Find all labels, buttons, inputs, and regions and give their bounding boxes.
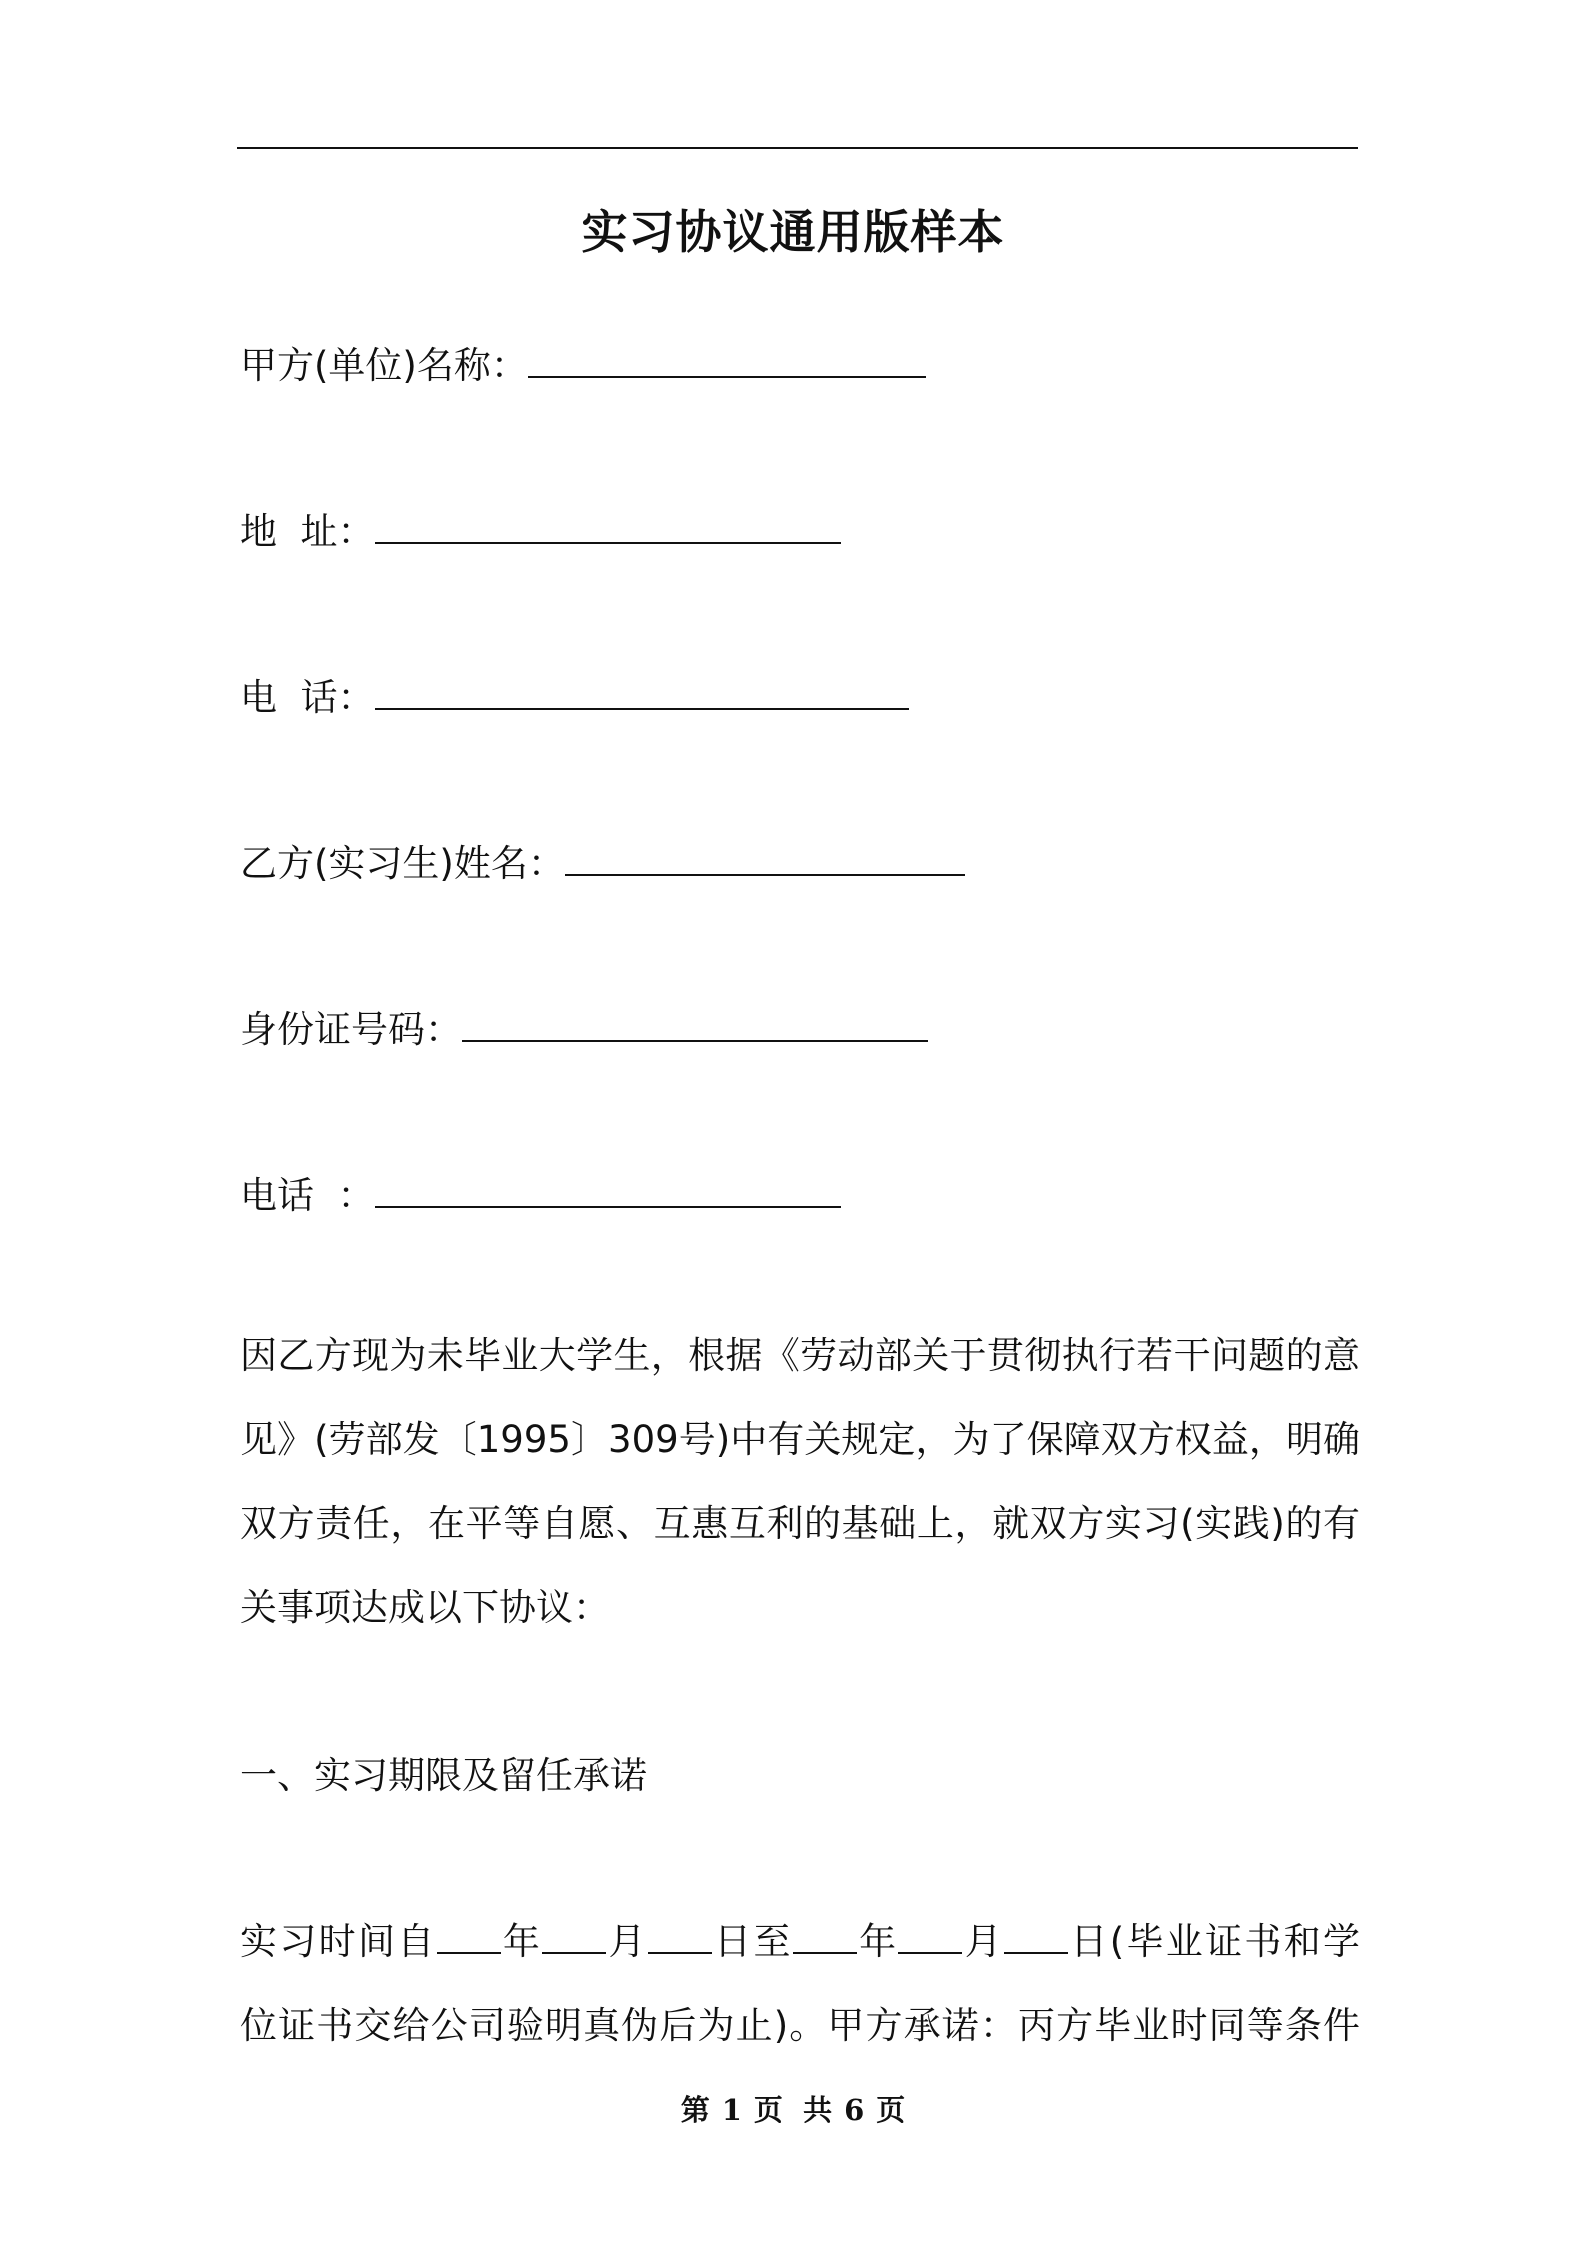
- header-rule: [237, 147, 1358, 149]
- paragraph-line: 关事项达成以下协议：: [240, 1586, 610, 1629]
- phone-blank: [375, 668, 909, 710]
- field-label: 电话 ：: [240, 1174, 375, 1217]
- address-blank: [375, 502, 841, 544]
- text-fragment: 实习时间自: [240, 1920, 437, 1963]
- field-label: 身份证号码：: [240, 1008, 462, 1051]
- section-heading: 一、实习期限及留任承诺: [240, 1754, 647, 1797]
- field-label: 乙方(实习生)姓名：: [240, 842, 565, 885]
- field-party-b-name: [240, 834, 965, 892]
- field-id-number: [240, 1000, 928, 1058]
- text-fragment: 日至: [711, 1920, 793, 1963]
- footer-prefix: 第: [680, 2093, 710, 2127]
- day-blank: [1004, 1912, 1068, 1954]
- text-fragment: 日(毕业证书和学: [1068, 1920, 1361, 1963]
- field-party-b-phone: [240, 1166, 841, 1224]
- month-blank: [898, 1912, 962, 1954]
- id-number-blank: [462, 1000, 928, 1042]
- year-blank: [437, 1912, 501, 1954]
- paragraph-line: 见》(劳部发〔1995〕309号)中有关规定，为了保障双方权益，明确: [240, 1418, 1360, 1461]
- field-phone: [240, 668, 909, 726]
- party-b-phone-blank: [375, 1166, 841, 1208]
- text-fragment: 年: [500, 1920, 543, 1963]
- paragraph-line: 双方责任，在平等自愿、互惠互利的基础上，就双方实习(实践)的有: [240, 1502, 1360, 1545]
- party-a-name-blank: [528, 336, 926, 378]
- party-b-name-blank: [565, 834, 965, 876]
- text-fragment: 月: [962, 1920, 1005, 1963]
- preamble-paragraph: [240, 1314, 1360, 1650]
- paragraph-line: 位证书交给公司验明真伪后为止)。甲方承诺：丙方毕业时同等条件: [240, 2004, 1360, 2047]
- document-title: 实习协议通用版样本: [581, 205, 1005, 259]
- month-blank: [542, 1912, 606, 1954]
- year-blank: [793, 1912, 857, 1954]
- paragraph-line: 因乙方现为未毕业大学生，根据《劳动部关于贯彻执行若干问题的意: [240, 1334, 1360, 1377]
- field-party-a-name: [240, 336, 926, 394]
- day-blank: [648, 1912, 712, 1954]
- field-label: 甲方(单位)名称：: [240, 344, 528, 387]
- page-footer: [0, 2090, 1586, 2130]
- footer-middle: 页 共: [753, 2093, 833, 2127]
- paragraph-line: [240, 1900, 1360, 1984]
- footer-suffix: 页: [876, 2093, 906, 2127]
- page-number: 1: [721, 2093, 742, 2127]
- section-1-paragraph: [240, 1900, 1360, 2068]
- text-fragment: 年: [856, 1920, 899, 1963]
- field-label: 电 话：: [240, 676, 375, 719]
- field-label: 地 址：: [240, 510, 375, 553]
- total-pages: 6: [844, 2093, 865, 2127]
- field-address: [240, 502, 841, 560]
- text-fragment: 月: [606, 1920, 648, 1963]
